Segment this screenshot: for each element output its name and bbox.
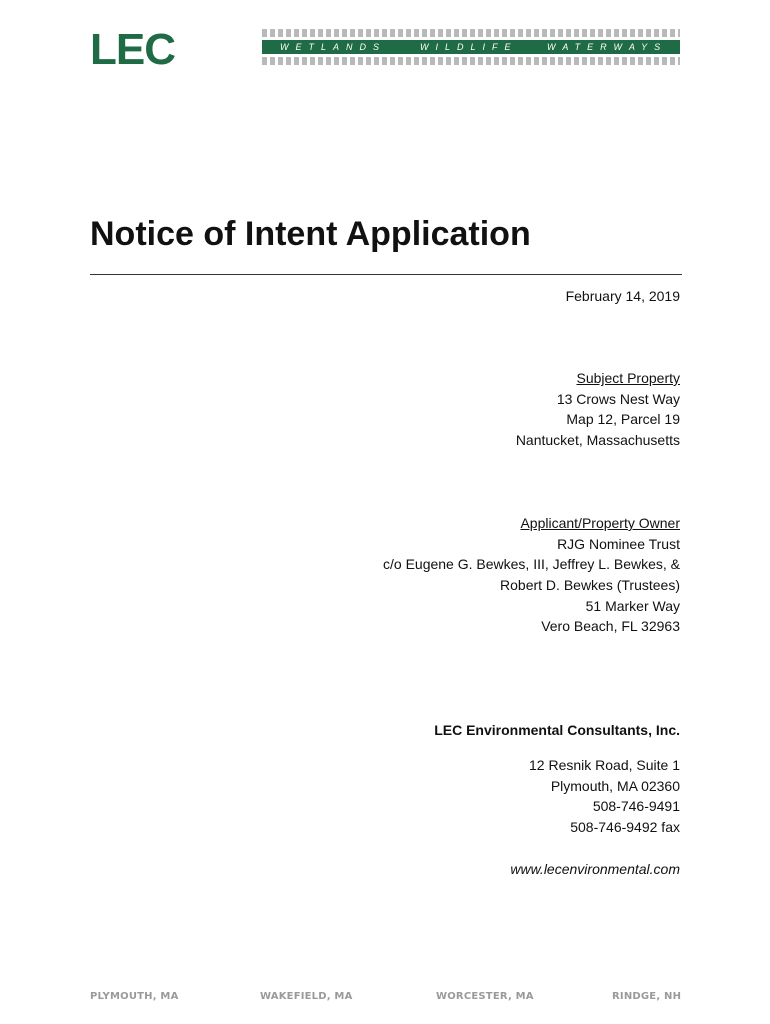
consultant-address-block: [529, 755, 680, 838]
document-date-block: [566, 286, 680, 307]
consultant-website-block: [510, 859, 680, 880]
footer-office-worcester: WORCESTER, MA: [436, 991, 534, 1002]
subject-property-block: [516, 368, 680, 451]
company-logo: LEC: [90, 25, 175, 74]
consultant-line: 508-746-9492 fax: [570, 819, 680, 836]
applicant-line: Vero Beach, FL 32963: [541, 618, 680, 635]
applicant-line: c/o Eugene G. Bewkes, III, Jeffrey L. Bewkes, &: [383, 556, 680, 573]
consultant-line: 12 Resnik Road, Suite 1: [529, 757, 680, 773]
subject-property-heading: Subject Property: [576, 370, 680, 386]
subject-property-line: Nantucket, Massachusetts: [515, 432, 680, 449]
title-divider: [90, 274, 682, 275]
consultant-line: 508-746-9491: [592, 798, 680, 815]
applicant-line: 51 Marker Way: [585, 597, 680, 614]
consultant-line: Plymouth, MA 02360: [550, 777, 680, 794]
applicant-line: Robert D. Bewkes (Trustees): [500, 577, 680, 594]
footer-office-plymouth: PLYMOUTH, MA: [90, 991, 179, 1002]
banner-word-wetlands: WETLANDS: [280, 42, 387, 52]
banner-stripe-bottom: [262, 57, 680, 65]
subject-property-line: Map 12, Parcel 19: [566, 411, 680, 428]
applicant-heading: Applicant/Property Owner: [520, 515, 680, 531]
applicant-line: RJG Nominee Trust: [557, 535, 680, 552]
banner-word-wildlife: WILDLIFE: [420, 42, 518, 52]
consultant-name-block: [434, 720, 680, 741]
document-title: Notice of Intent Application: [90, 215, 531, 253]
footer-office-wakefield: WAKEFIELD, MA: [260, 991, 353, 1002]
banner-band: [262, 40, 680, 54]
banner-word-waterways: WATERWAYS: [547, 42, 668, 52]
applicant-block: [383, 513, 680, 637]
banner-stripe-top: [262, 29, 680, 37]
consultant-name: LEC Environmental Consultants, Inc.: [434, 722, 680, 738]
document-date: February 14, 2019: [565, 288, 680, 304]
tagline-banner: [262, 29, 680, 65]
consultant-website: www.lecenvironmental.com: [510, 861, 680, 877]
subject-property-line: 13 Crows Nest Way: [556, 390, 680, 407]
footer-office-rindge: RINDGE, NH: [612, 991, 682, 1002]
